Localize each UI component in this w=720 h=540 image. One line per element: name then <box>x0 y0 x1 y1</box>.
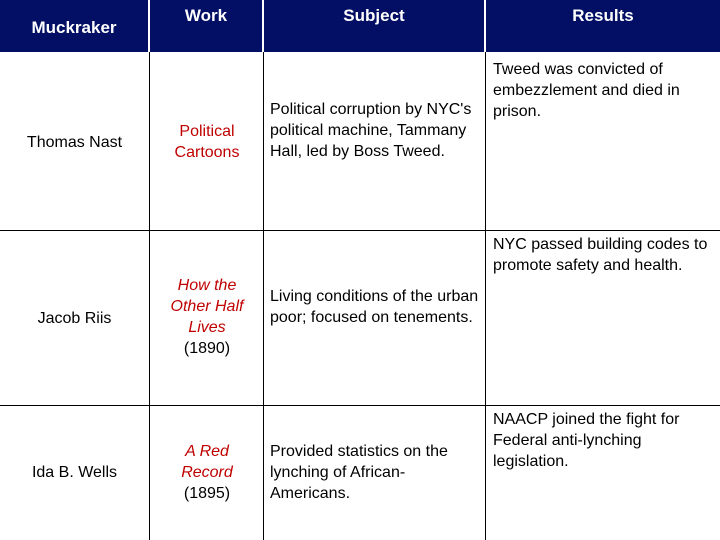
row-3-work-title: A Red Record <box>181 443 233 481</box>
row-2-results: NYC passed building codes to promote safety and health. <box>493 236 708 274</box>
grid-line <box>485 52 486 540</box>
grid-line <box>263 52 264 540</box>
header-work: Work <box>150 0 262 52</box>
row-3-muckraker: Ida B. Wells <box>31 464 118 481</box>
header-subject: Subject <box>264 0 484 52</box>
row-2-work-title: How the Other Half Lives <box>170 277 244 336</box>
row-1-work: Political Cartoons <box>174 123 240 161</box>
row-2-subject: Living conditions of the urban poor; focused on tenements. <box>270 288 479 326</box>
row-3-subject: Provided statistics on the lynching of African-Americans. <box>270 443 448 502</box>
row-1-results: Tweed was convicted of embezzlement and died in prison. <box>493 61 680 120</box>
row-3-work <box>158 441 256 504</box>
row-1-muckraker: Thomas Nast <box>26 134 123 151</box>
grid-line <box>149 52 150 540</box>
grid-line <box>0 230 720 231</box>
row-3-results: NAACP joined the fight for Federal anti-lynching legislation. <box>493 411 680 470</box>
row-3-work-year: (1895) <box>183 485 231 502</box>
row-2-work <box>158 275 256 359</box>
row-1-subject: Political corruption by NYC's political machine, Tammany Hall, led by Boss Tweed. <box>270 101 472 160</box>
row-2-muckraker: Jacob Riis <box>37 310 112 327</box>
header-results: Results <box>486 0 720 52</box>
grid-line <box>0 405 720 406</box>
row-2-work-year: (1890) <box>183 340 231 357</box>
header-muckraker: Muckraker <box>0 0 148 52</box>
